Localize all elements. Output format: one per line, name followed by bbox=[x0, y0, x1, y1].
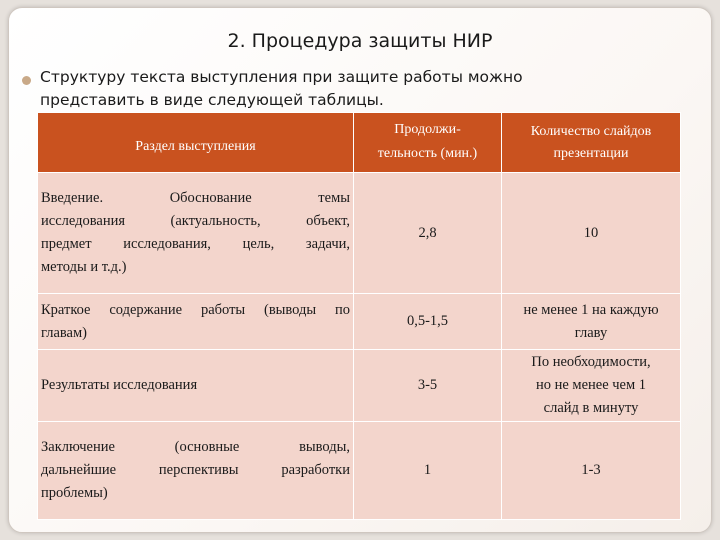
slides-line: не менее 1 на каждую bbox=[523, 301, 659, 318]
row-slides: 1-3 bbox=[502, 422, 681, 520]
header-duration bbox=[354, 113, 502, 173]
section-line: Введение. Обоснование темы bbox=[41, 190, 350, 206]
bullet-icon bbox=[22, 76, 31, 85]
section-line: проблемы) bbox=[41, 485, 108, 501]
section-line: предмет исследования, цель, задачи, bbox=[41, 236, 350, 252]
header-section: Раздел выступления bbox=[38, 113, 354, 173]
intro-text bbox=[40, 66, 670, 110]
section-line: исследования (актуальность, объект, bbox=[41, 213, 350, 229]
slides-line: но не менее чем 1 bbox=[535, 377, 647, 393]
header-slides-line: презентации bbox=[553, 145, 629, 161]
row-duration: 3-5 bbox=[354, 350, 502, 422]
section-line: методы и т.д.) bbox=[41, 259, 127, 275]
table-header-row bbox=[38, 113, 681, 173]
row-slides bbox=[502, 350, 681, 422]
intro-line: Структуру текста выступления при защите работы можно bbox=[40, 68, 523, 86]
section-line: главам) bbox=[41, 324, 87, 341]
row-slides bbox=[502, 294, 681, 350]
table-row bbox=[38, 173, 681, 294]
header-duration-line: тельность (мин.) bbox=[377, 145, 478, 161]
row-section bbox=[38, 173, 354, 294]
slides-line: слайд в минуту bbox=[543, 400, 639, 416]
row-duration: 2,8 bbox=[354, 173, 502, 294]
row-section: Результаты исследования bbox=[38, 350, 354, 422]
row-duration: 0,5-1,5 bbox=[354, 294, 502, 350]
row-slides: 10 bbox=[502, 173, 681, 294]
slides-line: главу bbox=[574, 324, 608, 341]
section-line: дальнейшие перспективы разработки bbox=[41, 462, 350, 478]
table-row bbox=[38, 422, 681, 520]
row-section bbox=[38, 422, 354, 520]
header-duration-line: Продолжи- bbox=[394, 121, 461, 137]
table-row bbox=[38, 294, 681, 350]
intro-line: представить в виде следующей таблицы. bbox=[40, 91, 384, 109]
slides-line: По необходимости, bbox=[531, 354, 651, 370]
header-slides-line: Количество слайдов bbox=[530, 123, 652, 139]
header-slides bbox=[502, 113, 681, 173]
row-section bbox=[38, 294, 354, 350]
section-line: Краткое содержание работы (выводы по bbox=[41, 301, 350, 318]
speech-structure-table bbox=[37, 112, 681, 520]
row-duration: 1 bbox=[354, 422, 502, 520]
table-row bbox=[38, 350, 681, 422]
section-line: Заключение (основные выводы, bbox=[41, 439, 350, 455]
slide-title: 2. Процедура защиты НИР bbox=[227, 30, 493, 52]
